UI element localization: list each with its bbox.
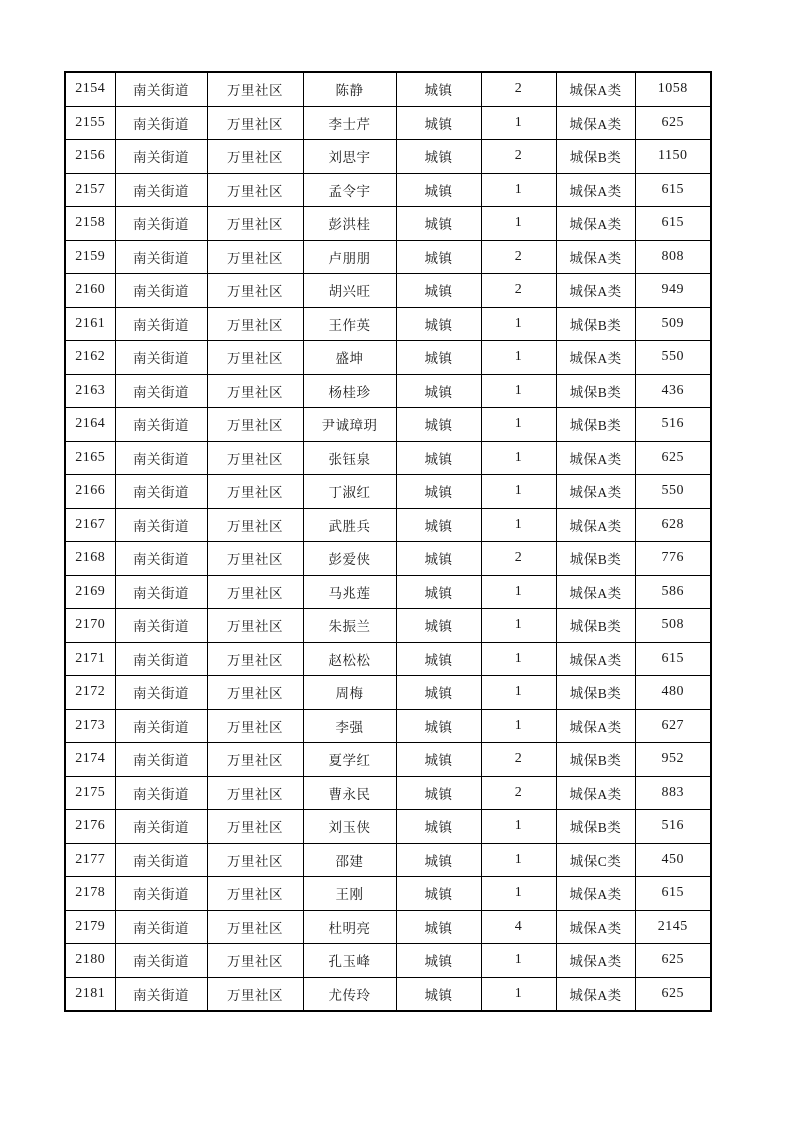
cell-category: 城保B类 bbox=[556, 676, 635, 710]
cell-category: 城保A类 bbox=[556, 776, 635, 810]
cell-amount: 615 bbox=[635, 207, 711, 241]
table-row bbox=[65, 810, 711, 844]
cell-street: 南关街道 bbox=[115, 910, 207, 944]
cell-street: 南关街道 bbox=[115, 307, 207, 341]
table-row bbox=[65, 542, 711, 576]
cell-category: 城保A类 bbox=[556, 240, 635, 274]
table-row bbox=[65, 106, 711, 140]
cell-amount: 1150 bbox=[635, 140, 711, 174]
cell-count: 1 bbox=[481, 408, 556, 442]
cell-name: 陈静 bbox=[303, 72, 396, 106]
cell-amount: 627 bbox=[635, 709, 711, 743]
cell-residence: 城镇 bbox=[396, 408, 481, 442]
cell-count: 1 bbox=[481, 341, 556, 375]
cell-residence: 城镇 bbox=[396, 642, 481, 676]
cell-count: 2 bbox=[481, 743, 556, 777]
cell-id: 2178 bbox=[65, 877, 115, 911]
cell-amount: 615 bbox=[635, 642, 711, 676]
cell-count: 1 bbox=[481, 575, 556, 609]
cell-name: 邵建 bbox=[303, 843, 396, 877]
cell-name: 尤传玲 bbox=[303, 977, 396, 1011]
cell-category: 城保A类 bbox=[556, 207, 635, 241]
cell-count: 1 bbox=[481, 374, 556, 408]
cell-id: 2179 bbox=[65, 910, 115, 944]
cell-amount: 509 bbox=[635, 307, 711, 341]
cell-street: 南关街道 bbox=[115, 72, 207, 106]
cell-amount: 628 bbox=[635, 508, 711, 542]
cell-count: 1 bbox=[481, 106, 556, 140]
cell-id: 2181 bbox=[65, 977, 115, 1011]
cell-street: 南关街道 bbox=[115, 776, 207, 810]
cell-category: 城保A类 bbox=[556, 944, 635, 978]
cell-community: 万里社区 bbox=[207, 609, 303, 643]
cell-count: 2 bbox=[481, 72, 556, 106]
cell-id: 2162 bbox=[65, 341, 115, 375]
table-row bbox=[65, 207, 711, 241]
cell-count: 1 bbox=[481, 944, 556, 978]
cell-amount: 516 bbox=[635, 810, 711, 844]
cell-street: 南关街道 bbox=[115, 475, 207, 509]
table-row bbox=[65, 307, 711, 341]
cell-street: 南关街道 bbox=[115, 609, 207, 643]
table-row bbox=[65, 843, 711, 877]
cell-name: 丁淑红 bbox=[303, 475, 396, 509]
cell-name: 孟令宇 bbox=[303, 173, 396, 207]
cell-category: 城保B类 bbox=[556, 307, 635, 341]
cell-name: 杜明亮 bbox=[303, 910, 396, 944]
cell-street: 南关街道 bbox=[115, 877, 207, 911]
table-row bbox=[65, 341, 711, 375]
cell-count: 1 bbox=[481, 508, 556, 542]
cell-id: 2154 bbox=[65, 72, 115, 106]
benefits-table bbox=[64, 71, 712, 1012]
cell-id: 2170 bbox=[65, 609, 115, 643]
cell-id: 2174 bbox=[65, 743, 115, 777]
cell-name: 赵松松 bbox=[303, 642, 396, 676]
cell-name: 彭爱侠 bbox=[303, 542, 396, 576]
cell-category: 城保A类 bbox=[556, 341, 635, 375]
cell-community: 万里社区 bbox=[207, 207, 303, 241]
cell-name: 武胜兵 bbox=[303, 508, 396, 542]
cell-community: 万里社区 bbox=[207, 977, 303, 1011]
cell-community: 万里社区 bbox=[207, 843, 303, 877]
cell-id: 2172 bbox=[65, 676, 115, 710]
cell-name: 王作英 bbox=[303, 307, 396, 341]
cell-street: 南关街道 bbox=[115, 341, 207, 375]
table-row bbox=[65, 140, 711, 174]
cell-amount: 883 bbox=[635, 776, 711, 810]
cell-name: 曹永民 bbox=[303, 776, 396, 810]
cell-amount: 949 bbox=[635, 274, 711, 308]
cell-amount: 436 bbox=[635, 374, 711, 408]
cell-street: 南关街道 bbox=[115, 743, 207, 777]
cell-residence: 城镇 bbox=[396, 72, 481, 106]
cell-id: 2161 bbox=[65, 307, 115, 341]
cell-count: 2 bbox=[481, 542, 556, 576]
cell-id: 2177 bbox=[65, 843, 115, 877]
cell-residence: 城镇 bbox=[396, 542, 481, 576]
cell-street: 南关街道 bbox=[115, 944, 207, 978]
cell-community: 万里社区 bbox=[207, 475, 303, 509]
cell-residence: 城镇 bbox=[396, 609, 481, 643]
cell-category: 城保A类 bbox=[556, 977, 635, 1011]
table-row bbox=[65, 441, 711, 475]
cell-street: 南关街道 bbox=[115, 274, 207, 308]
cell-amount: 508 bbox=[635, 609, 711, 643]
cell-amount: 1058 bbox=[635, 72, 711, 106]
table-row bbox=[65, 944, 711, 978]
cell-name: 盛坤 bbox=[303, 341, 396, 375]
cell-amount: 480 bbox=[635, 676, 711, 710]
cell-count: 1 bbox=[481, 810, 556, 844]
cell-residence: 城镇 bbox=[396, 240, 481, 274]
cell-street: 南关街道 bbox=[115, 207, 207, 241]
cell-category: 城保B类 bbox=[556, 408, 635, 442]
cell-residence: 城镇 bbox=[396, 709, 481, 743]
cell-residence: 城镇 bbox=[396, 676, 481, 710]
cell-street: 南关街道 bbox=[115, 173, 207, 207]
cell-category: 城保A类 bbox=[556, 274, 635, 308]
cell-street: 南关街道 bbox=[115, 441, 207, 475]
cell-street: 南关街道 bbox=[115, 106, 207, 140]
cell-street: 南关街道 bbox=[115, 977, 207, 1011]
cell-community: 万里社区 bbox=[207, 944, 303, 978]
cell-count: 1 bbox=[481, 307, 556, 341]
cell-count: 1 bbox=[481, 877, 556, 911]
cell-community: 万里社区 bbox=[207, 341, 303, 375]
cell-category: 城保A类 bbox=[556, 475, 635, 509]
table-row bbox=[65, 408, 711, 442]
cell-count: 1 bbox=[481, 843, 556, 877]
cell-name: 朱振兰 bbox=[303, 609, 396, 643]
table-row bbox=[65, 475, 711, 509]
cell-amount: 450 bbox=[635, 843, 711, 877]
cell-community: 万里社区 bbox=[207, 877, 303, 911]
cell-residence: 城镇 bbox=[396, 944, 481, 978]
cell-community: 万里社区 bbox=[207, 676, 303, 710]
cell-name: 彭洪桂 bbox=[303, 207, 396, 241]
cell-name: 杨桂珍 bbox=[303, 374, 396, 408]
cell-name: 李士芹 bbox=[303, 106, 396, 140]
cell-street: 南关街道 bbox=[115, 843, 207, 877]
cell-amount: 625 bbox=[635, 944, 711, 978]
cell-category: 城保A类 bbox=[556, 173, 635, 207]
cell-community: 万里社区 bbox=[207, 910, 303, 944]
table-row bbox=[65, 877, 711, 911]
cell-community: 万里社区 bbox=[207, 575, 303, 609]
cell-amount: 615 bbox=[635, 877, 711, 911]
cell-residence: 城镇 bbox=[396, 475, 481, 509]
cell-id: 2160 bbox=[65, 274, 115, 308]
cell-community: 万里社区 bbox=[207, 374, 303, 408]
cell-residence: 城镇 bbox=[396, 810, 481, 844]
cell-community: 万里社区 bbox=[207, 72, 303, 106]
table-row bbox=[65, 575, 711, 609]
cell-name: 尹诚璋玥 bbox=[303, 408, 396, 442]
cell-street: 南关街道 bbox=[115, 240, 207, 274]
table-row bbox=[65, 910, 711, 944]
cell-street: 南关街道 bbox=[115, 542, 207, 576]
cell-category: 城保B类 bbox=[556, 140, 635, 174]
cell-id: 2158 bbox=[65, 207, 115, 241]
table-row bbox=[65, 72, 711, 106]
cell-street: 南关街道 bbox=[115, 709, 207, 743]
cell-community: 万里社区 bbox=[207, 508, 303, 542]
cell-count: 2 bbox=[481, 140, 556, 174]
cell-street: 南关街道 bbox=[115, 374, 207, 408]
cell-count: 1 bbox=[481, 173, 556, 207]
cell-residence: 城镇 bbox=[396, 575, 481, 609]
cell-id: 2155 bbox=[65, 106, 115, 140]
table-row bbox=[65, 274, 711, 308]
cell-category: 城保B类 bbox=[556, 609, 635, 643]
cell-amount: 625 bbox=[635, 977, 711, 1011]
cell-residence: 城镇 bbox=[396, 776, 481, 810]
cell-category: 城保A类 bbox=[556, 72, 635, 106]
cell-id: 2175 bbox=[65, 776, 115, 810]
cell-count: 1 bbox=[481, 475, 556, 509]
cell-category: 城保A类 bbox=[556, 910, 635, 944]
cell-residence: 城镇 bbox=[396, 877, 481, 911]
cell-category: 城保B类 bbox=[556, 743, 635, 777]
cell-amount: 550 bbox=[635, 341, 711, 375]
table-row bbox=[65, 173, 711, 207]
cell-id: 2173 bbox=[65, 709, 115, 743]
cell-amount: 615 bbox=[635, 173, 711, 207]
cell-id: 2156 bbox=[65, 140, 115, 174]
cell-street: 南关街道 bbox=[115, 642, 207, 676]
cell-community: 万里社区 bbox=[207, 140, 303, 174]
cell-street: 南关街道 bbox=[115, 508, 207, 542]
cell-amount: 2145 bbox=[635, 910, 711, 944]
cell-street: 南关街道 bbox=[115, 810, 207, 844]
cell-community: 万里社区 bbox=[207, 642, 303, 676]
cell-name: 刘玉侠 bbox=[303, 810, 396, 844]
cell-name: 马兆莲 bbox=[303, 575, 396, 609]
cell-name: 孔玉峰 bbox=[303, 944, 396, 978]
cell-id: 2165 bbox=[65, 441, 115, 475]
cell-id: 2176 bbox=[65, 810, 115, 844]
cell-residence: 城镇 bbox=[396, 106, 481, 140]
cell-community: 万里社区 bbox=[207, 709, 303, 743]
cell-name: 夏学红 bbox=[303, 743, 396, 777]
cell-count: 1 bbox=[481, 977, 556, 1011]
table-body bbox=[65, 72, 711, 1011]
cell-name: 李强 bbox=[303, 709, 396, 743]
table-row bbox=[65, 642, 711, 676]
cell-count: 1 bbox=[481, 441, 556, 475]
cell-amount: 808 bbox=[635, 240, 711, 274]
cell-residence: 城镇 bbox=[396, 743, 481, 777]
cell-count: 2 bbox=[481, 274, 556, 308]
table-row bbox=[65, 374, 711, 408]
cell-amount: 776 bbox=[635, 542, 711, 576]
cell-amount: 625 bbox=[635, 106, 711, 140]
table-row bbox=[65, 508, 711, 542]
cell-category: 城保C类 bbox=[556, 843, 635, 877]
cell-community: 万里社区 bbox=[207, 776, 303, 810]
table-row bbox=[65, 776, 711, 810]
cell-id: 2159 bbox=[65, 240, 115, 274]
cell-community: 万里社区 bbox=[207, 408, 303, 442]
cell-residence: 城镇 bbox=[396, 508, 481, 542]
cell-residence: 城镇 bbox=[396, 374, 481, 408]
cell-community: 万里社区 bbox=[207, 743, 303, 777]
cell-id: 2164 bbox=[65, 408, 115, 442]
cell-category: 城保A类 bbox=[556, 642, 635, 676]
cell-amount: 952 bbox=[635, 743, 711, 777]
cell-residence: 城镇 bbox=[396, 140, 481, 174]
cell-count: 1 bbox=[481, 676, 556, 710]
cell-residence: 城镇 bbox=[396, 843, 481, 877]
cell-community: 万里社区 bbox=[207, 106, 303, 140]
cell-category: 城保A类 bbox=[556, 575, 635, 609]
cell-amount: 516 bbox=[635, 408, 711, 442]
cell-residence: 城镇 bbox=[396, 207, 481, 241]
cell-category: 城保B类 bbox=[556, 542, 635, 576]
cell-amount: 625 bbox=[635, 441, 711, 475]
cell-amount: 586 bbox=[635, 575, 711, 609]
cell-residence: 城镇 bbox=[396, 910, 481, 944]
cell-community: 万里社区 bbox=[207, 810, 303, 844]
cell-residence: 城镇 bbox=[396, 341, 481, 375]
cell-category: 城保A类 bbox=[556, 877, 635, 911]
cell-residence: 城镇 bbox=[396, 274, 481, 308]
cell-count: 1 bbox=[481, 709, 556, 743]
table-row bbox=[65, 977, 711, 1011]
cell-name: 张钰泉 bbox=[303, 441, 396, 475]
cell-category: 城保B类 bbox=[556, 810, 635, 844]
cell-category: 城保A类 bbox=[556, 106, 635, 140]
cell-street: 南关街道 bbox=[115, 408, 207, 442]
cell-name: 周梅 bbox=[303, 676, 396, 710]
cell-id: 2163 bbox=[65, 374, 115, 408]
cell-count: 4 bbox=[481, 910, 556, 944]
cell-name: 胡兴旺 bbox=[303, 274, 396, 308]
cell-id: 2166 bbox=[65, 475, 115, 509]
cell-name: 王刚 bbox=[303, 877, 396, 911]
cell-count: 2 bbox=[481, 776, 556, 810]
cell-amount: 550 bbox=[635, 475, 711, 509]
cell-id: 2169 bbox=[65, 575, 115, 609]
cell-id: 2168 bbox=[65, 542, 115, 576]
cell-street: 南关街道 bbox=[115, 140, 207, 174]
cell-id: 2167 bbox=[65, 508, 115, 542]
cell-id: 2180 bbox=[65, 944, 115, 978]
table-row bbox=[65, 609, 711, 643]
cell-name: 卢朋朋 bbox=[303, 240, 396, 274]
table-row bbox=[65, 240, 711, 274]
cell-id: 2171 bbox=[65, 642, 115, 676]
table-row bbox=[65, 709, 711, 743]
table-row bbox=[65, 743, 711, 777]
cell-category: 城保A类 bbox=[556, 441, 635, 475]
cell-community: 万里社区 bbox=[207, 441, 303, 475]
cell-count: 2 bbox=[481, 240, 556, 274]
cell-count: 1 bbox=[481, 207, 556, 241]
cell-residence: 城镇 bbox=[396, 307, 481, 341]
cell-category: 城保A类 bbox=[556, 508, 635, 542]
cell-count: 1 bbox=[481, 642, 556, 676]
cell-street: 南关街道 bbox=[115, 676, 207, 710]
cell-category: 城保B类 bbox=[556, 374, 635, 408]
cell-community: 万里社区 bbox=[207, 542, 303, 576]
cell-street: 南关街道 bbox=[115, 575, 207, 609]
cell-community: 万里社区 bbox=[207, 173, 303, 207]
cell-community: 万里社区 bbox=[207, 274, 303, 308]
cell-id: 2157 bbox=[65, 173, 115, 207]
cell-name: 刘思宇 bbox=[303, 140, 396, 174]
cell-community: 万里社区 bbox=[207, 307, 303, 341]
cell-residence: 城镇 bbox=[396, 441, 481, 475]
cell-residence: 城镇 bbox=[396, 173, 481, 207]
table-row bbox=[65, 676, 711, 710]
cell-community: 万里社区 bbox=[207, 240, 303, 274]
cell-residence: 城镇 bbox=[396, 977, 481, 1011]
cell-count: 1 bbox=[481, 609, 556, 643]
cell-category: 城保A类 bbox=[556, 709, 635, 743]
